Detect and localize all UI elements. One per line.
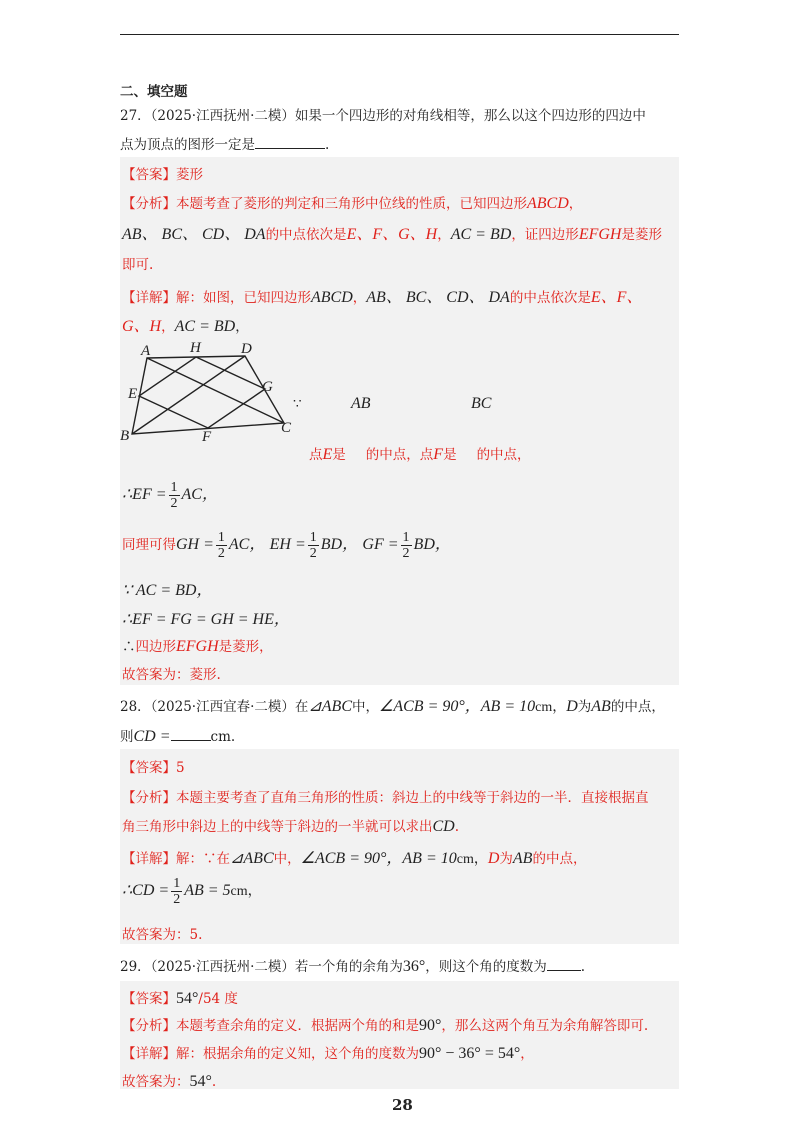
- quad-abcd: [132, 356, 284, 434]
- q28-analysis-line1: [122, 786, 649, 806]
- analysis-text: ，证四边形: [511, 227, 579, 243]
- q29-text: 29．（2025·江西抚州·二模）若一个角的余角为: [120, 959, 403, 975]
- label-c: C: [281, 420, 292, 436]
- eh-expr: EH =: [269, 536, 306, 553]
- cd-expr: ∴CD =: [122, 882, 170, 899]
- answer-tag: 【答案】: [122, 991, 176, 1007]
- detail-math: ABCD: [311, 289, 353, 306]
- detail-text: 解：根据余角的定义知，这个角的度数为: [176, 1046, 419, 1062]
- q27-text-line2: [120, 133, 329, 153]
- detail-ab: AB = 10: [402, 850, 457, 867]
- label-b: B: [120, 428, 130, 444]
- detail-tag: 【详解】: [122, 851, 176, 867]
- q27-equal-chain: ∴EF = FG = GH = HE，: [122, 611, 290, 628]
- q29-deg: 36°: [402, 958, 426, 975]
- q29-detail: [122, 1042, 534, 1063]
- q28-text-line2: [120, 725, 235, 746]
- q27-analysis-line3: 即可.: [122, 257, 154, 273]
- mid-text: 是: [443, 447, 457, 463]
- conc-text: 是菱形，: [218, 639, 273, 655]
- analysis-math: CD: [432, 818, 455, 835]
- q29-answer: [122, 987, 238, 1008]
- label-h: H: [190, 340, 201, 356]
- q28-text-line1: [120, 693, 665, 716]
- q29-text-line1: [120, 955, 585, 976]
- fraction-half: $\frac{1}{2}$: [217, 530, 225, 561]
- analysis-text: 是菱形: [621, 227, 662, 243]
- q27-detail-line2: G、H，AC = BD，: [122, 318, 249, 335]
- detail-tag: 【详解】: [122, 1046, 176, 1062]
- q27-answer: [122, 163, 203, 183]
- gf-rest: BD，: [413, 536, 451, 553]
- because-bc: BC: [471, 395, 492, 412]
- answer-deg: 54°: [176, 990, 199, 1007]
- answer-value: 5: [176, 760, 185, 776]
- detail-tag: 【详解】: [122, 290, 176, 306]
- label-d: D: [241, 341, 252, 357]
- q29-text: ，则这个角的度数为: [425, 959, 547, 975]
- q28-angle: ∠ACB = 90°，: [379, 698, 481, 715]
- detail-points: E、F、: [590, 289, 643, 306]
- ef-rest: AC，: [181, 486, 218, 503]
- analysis-deg: 90°: [419, 1017, 442, 1034]
- q28-tri: ⊿ABC: [308, 698, 352, 715]
- page-number: 28: [392, 1096, 413, 1114]
- detail-text: 的中点依次是: [509, 290, 591, 306]
- q28-unit: cm.: [210, 729, 236, 745]
- therefore-symbol: ∴: [122, 639, 136, 655]
- label-a: A: [141, 343, 151, 359]
- mid-text: 的中点，点: [365, 447, 434, 463]
- detail-unit: cm，: [456, 852, 488, 867]
- detail-sides: AB、 BC、 CD、 DA: [366, 289, 510, 306]
- gf-expr: GF =: [362, 536, 399, 553]
- q28-text: 则: [120, 729, 134, 745]
- q29-analysis: [122, 1014, 648, 1035]
- quad-efgh: [139, 357, 265, 428]
- detail-text: 中，: [273, 851, 301, 867]
- because-symbol: ∵: [293, 396, 302, 412]
- detail-text: 解：∵在: [176, 851, 230, 867]
- analysis-tag: 【分析】: [122, 1018, 176, 1034]
- label-e: E: [128, 386, 138, 402]
- same-text: 同理可得: [122, 537, 176, 553]
- quadrilateral-figure: [115, 338, 305, 448]
- final-text: 故答案为：: [122, 1074, 190, 1090]
- detail-text: 解：如图，已知四边形: [176, 290, 311, 306]
- gh-expr: GH =: [176, 536, 214, 553]
- q28-detail-line2: [122, 876, 262, 907]
- analysis-text: 本题考查了菱形的判定和三角形中位线的性质，已知四边形: [176, 196, 527, 212]
- detail-points: G、H: [122, 318, 162, 335]
- q27-blank: [255, 135, 325, 149]
- q27-conclusion: [122, 635, 273, 656]
- q27-detail-line1: 【详解】解：如图，已知四边形ABCD，AB、 BC、 CD、 DA的中点依次是E、F、: [122, 289, 643, 306]
- q28-ab2: AB: [591, 698, 611, 715]
- analysis-condition: AC = BD: [450, 226, 512, 243]
- conc-quad: EFGH: [176, 638, 219, 655]
- q27-text-line1: 27．（2025·江西抚州·二模）如果一个四边形的对角线相等，那么以这个四边形的四边中: [120, 108, 646, 124]
- analysis-tag: 【分析】: [122, 790, 176, 806]
- analysis-text: 本题主要考查了直角三角形的性质：斜边上的中线等于斜边的一半．直接根据直: [176, 790, 649, 806]
- detail-text: 的中点，: [532, 851, 587, 867]
- analysis-text: 角三角形中斜边上的中线等于斜边的一半就可以求出: [122, 819, 433, 835]
- mid-text: 是: [332, 447, 346, 463]
- q27-midpoint-line: [309, 443, 531, 464]
- q28-detail-line1: [122, 845, 586, 868]
- final-deg: 54°: [189, 1073, 212, 1090]
- q27-analysis-line1: 【分析】本题考查了菱形的判定和三角形中位线的性质，已知四边形ABCD，: [122, 195, 583, 212]
- gh-rest: AC，: [228, 536, 266, 553]
- fraction-half: $\frac{1}{2}$: [309, 530, 317, 561]
- detail-ab2: AB: [512, 850, 533, 867]
- q28-blank: [171, 727, 211, 741]
- q28-d: D: [566, 698, 578, 715]
- detail-tri: ⊿ABC: [230, 850, 274, 867]
- analysis-quad: EFGH: [578, 226, 622, 243]
- q28-text: 中，: [352, 699, 379, 715]
- fraction-half: $\frac{1}{2}$: [402, 530, 410, 561]
- q27-text2b: .: [325, 137, 330, 153]
- q28-text: 28．（2025·江西宜春·二模）在: [120, 699, 309, 715]
- fraction-half: $\frac{1}{2}$: [170, 480, 178, 511]
- final-text: .: [211, 1074, 217, 1090]
- q27-ef-line: [122, 480, 218, 511]
- eh-rest: BD，: [320, 536, 359, 553]
- because-ab: AB: [351, 395, 371, 412]
- cd-unit: cm，: [230, 884, 262, 899]
- q28-text: 为: [577, 699, 592, 715]
- q28-unit: cm，: [535, 700, 567, 715]
- q28-cd: CD =: [133, 728, 171, 745]
- q27-same-line: [122, 530, 451, 561]
- detail-angle: ∠ACB = 90°，: [300, 850, 403, 867]
- analysis-points: E、F、G、H: [346, 226, 438, 243]
- analysis-text: 本题考查余角的定义．根据两个角的和是: [176, 1018, 419, 1034]
- answer-value: 菱形: [176, 167, 203, 183]
- section-title: 二、填空题: [120, 84, 188, 100]
- q28-ab: AB = 10: [480, 698, 536, 715]
- analysis-tag: 【分析】: [122, 196, 176, 212]
- label-f: F: [202, 429, 212, 445]
- q27-final: 故答案为：菱形.: [122, 667, 221, 683]
- answer-tag: 【答案】: [122, 167, 176, 183]
- analysis-text: .: [454, 819, 460, 835]
- answer-rest: /54 度: [198, 991, 238, 1007]
- cd-rest: AB = 5: [184, 882, 231, 899]
- analysis-sides: AB、 BC、 CD、 DA: [122, 226, 266, 243]
- mid-point-f: F: [433, 446, 444, 463]
- mid-text: 点: [309, 447, 323, 463]
- header-rule: [120, 34, 679, 35]
- mid-point-e: E: [322, 446, 333, 463]
- mid-text: 的中点，: [476, 447, 531, 463]
- label-g: G: [262, 379, 273, 395]
- ef-expr: ∴EF =: [122, 486, 167, 503]
- detail-condition: AC = BD: [174, 318, 236, 335]
- q27-analysis-line2: AB、 BC、 CD、 DA的中点依次是E、F、G、H，AC = BD，证四边形EFGH是菱形: [122, 226, 662, 243]
- analysis-math: ABCD: [527, 195, 569, 212]
- fraction-half: $\frac{1}{2}$: [173, 876, 181, 907]
- detail-math: 90° − 36° = 54°: [419, 1045, 521, 1062]
- answer-tag: 【答案】: [122, 760, 176, 776]
- q28-analysis-line2: [122, 815, 459, 836]
- detail-text: ，: [520, 1046, 534, 1062]
- q29-final: [122, 1070, 216, 1091]
- diagonal-bd: [132, 356, 245, 434]
- analysis-text: ，那么这两个角互为余角解答即可.: [441, 1018, 649, 1034]
- q27-acbd-line: ∵ AC = BD，: [122, 582, 213, 599]
- q28-text: 的中点，: [610, 699, 665, 715]
- detail-d: D: [487, 850, 500, 867]
- q28-final: 故答案为：5.: [122, 927, 203, 943]
- detail-text: 为: [499, 851, 513, 867]
- q27-text2a: 点为顶点的图形一定是: [120, 137, 255, 153]
- conc-text: 四边形: [135, 639, 176, 655]
- q28-answer: [122, 756, 185, 776]
- q29-text: .: [580, 959, 586, 975]
- analysis-text: 的中点依次是: [265, 227, 347, 243]
- q29-blank: [547, 957, 581, 971]
